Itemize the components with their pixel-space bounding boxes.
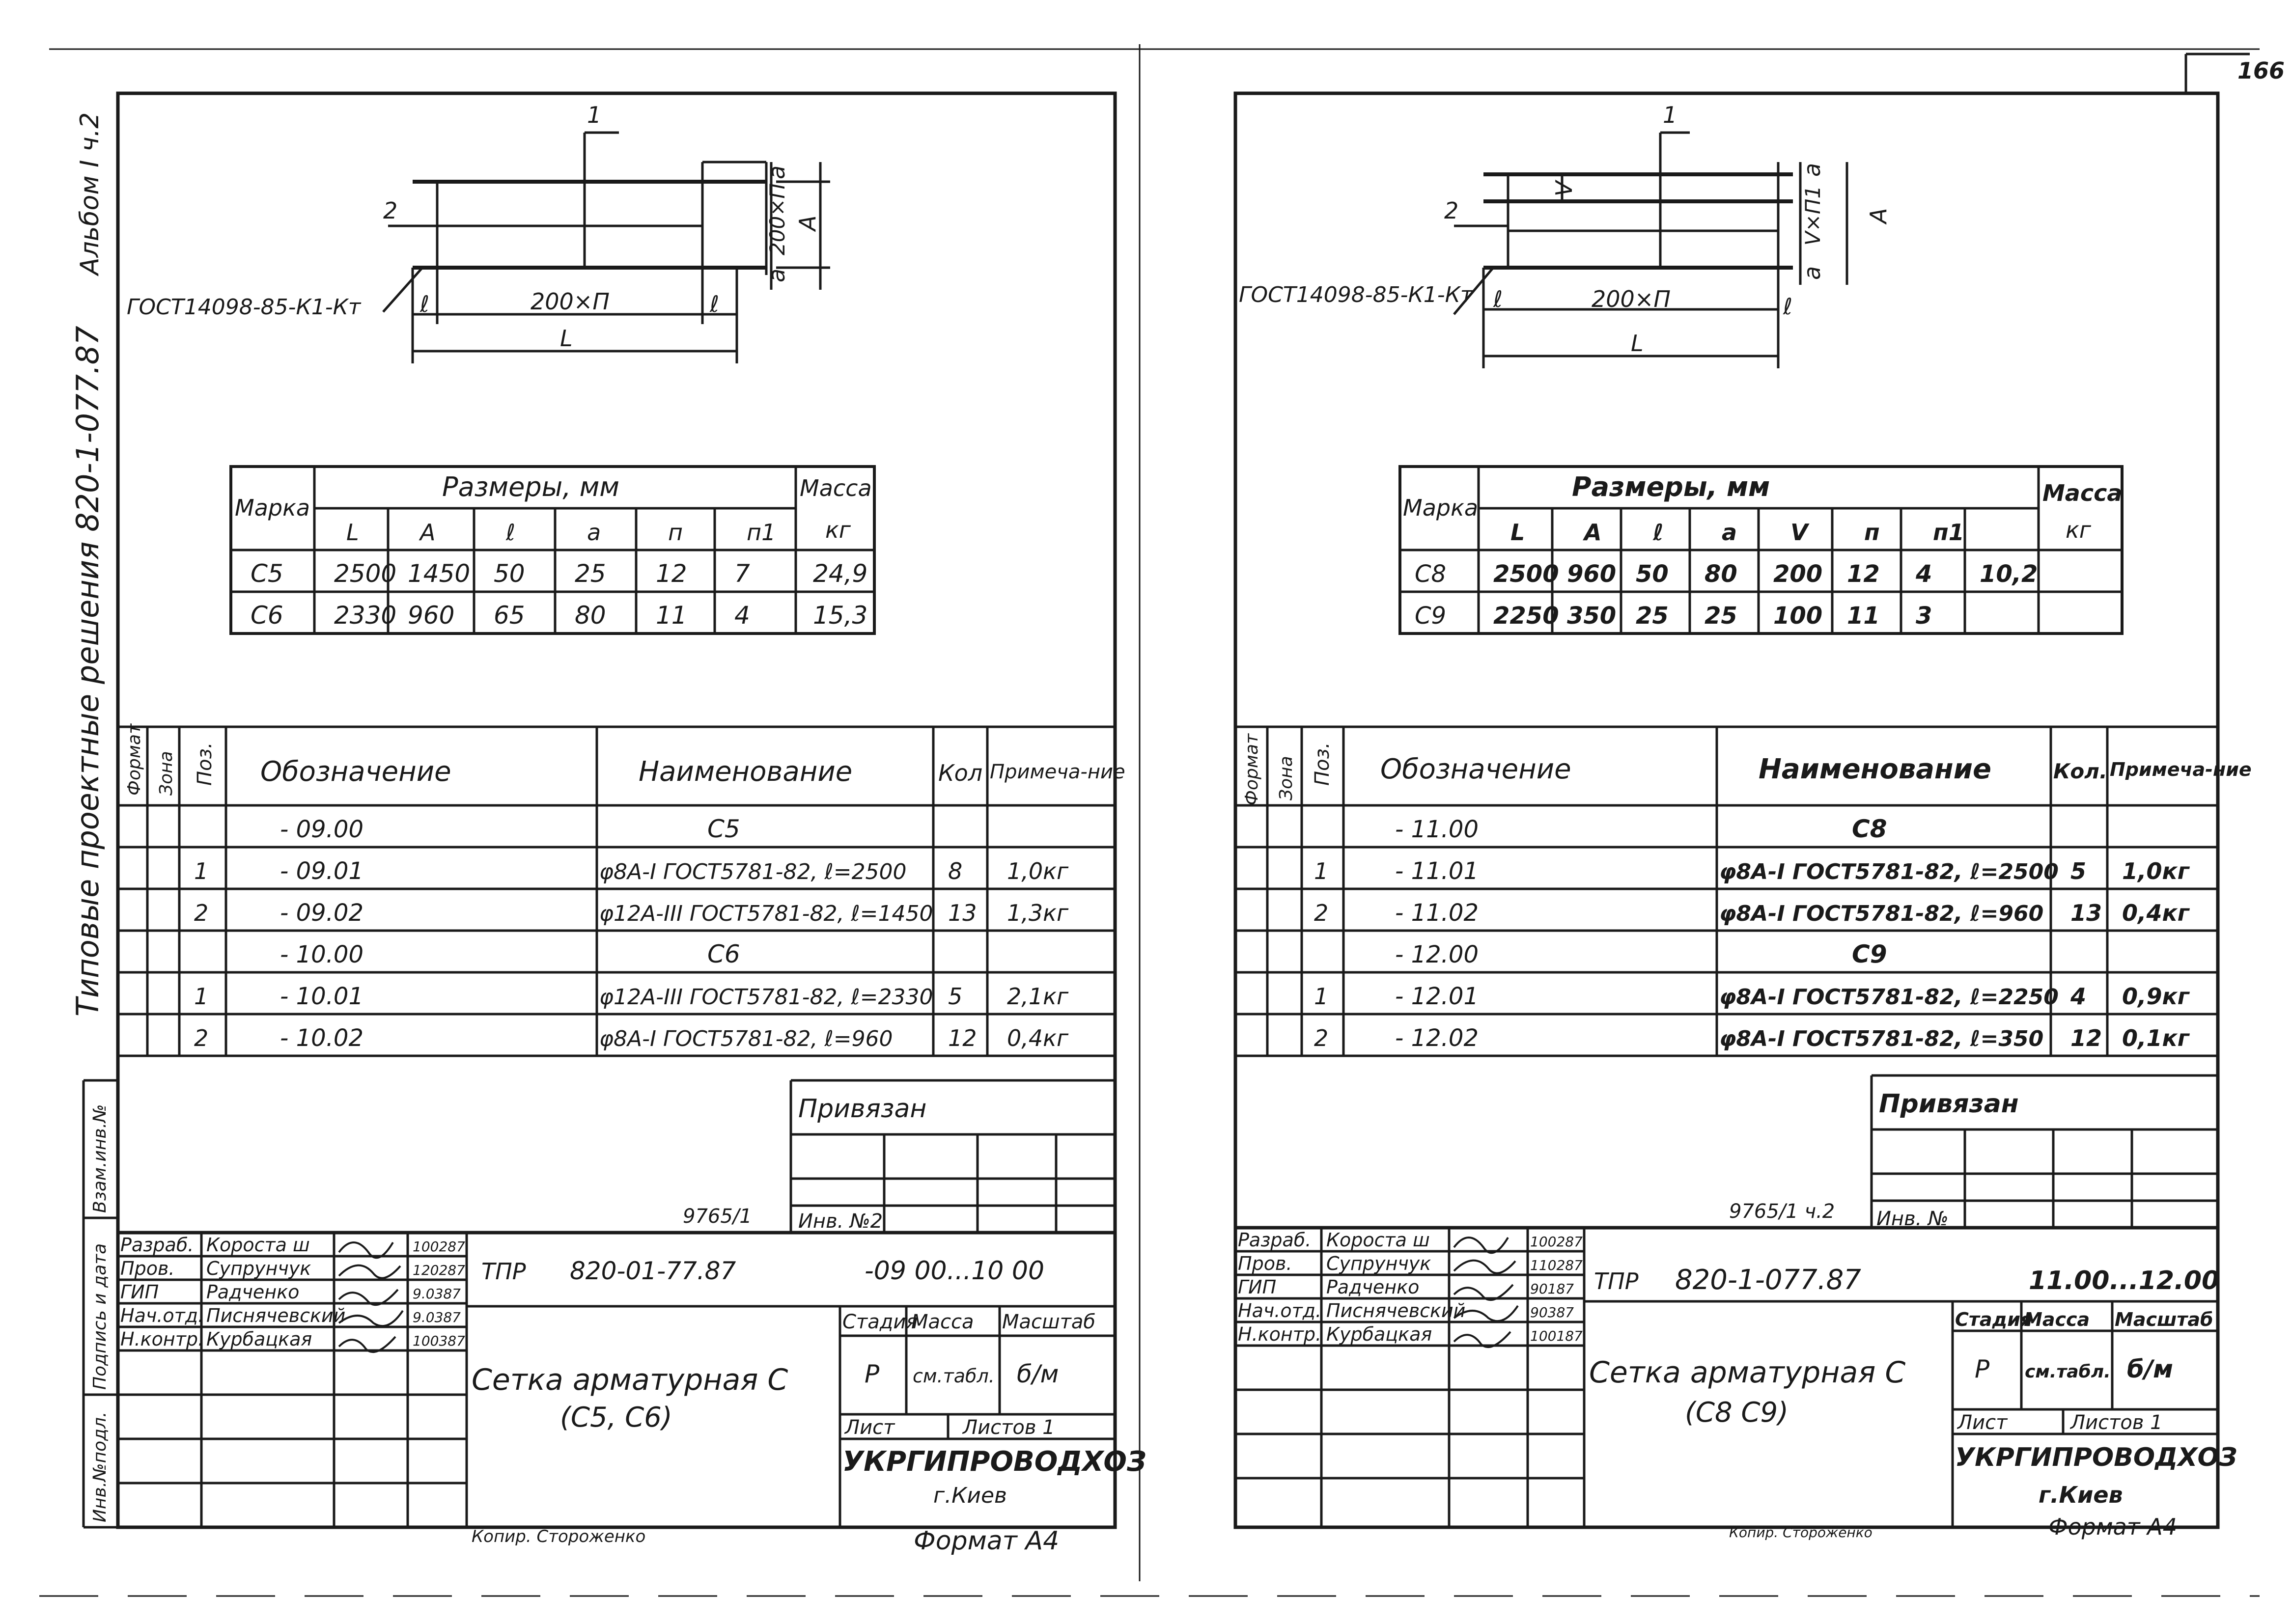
stamp-title-2-r: (С8 С9) xyxy=(1685,1397,1789,1429)
table-subheader-r: a xyxy=(1722,519,1737,546)
table-header-mark: Марка xyxy=(235,495,310,521)
signatures-right xyxy=(1454,1238,1518,1347)
stamp-name: Короста ш xyxy=(1326,1229,1430,1251)
table-header-sizes-r: Размеры, мм xyxy=(1572,471,1770,502)
table-cell-r: 25 xyxy=(1705,602,1737,630)
table-header-mass-unit-r: кг xyxy=(2066,517,2091,543)
dim-a-top-r: a xyxy=(1799,163,1825,177)
spec-designation: - 10.01 xyxy=(280,983,363,1010)
stamp-name: Короста ш xyxy=(206,1234,310,1256)
spec-qty: 4 xyxy=(2070,983,2087,1010)
table-subheader-r: L xyxy=(1510,519,1525,546)
table-header-mass-unit: кг xyxy=(825,517,851,543)
spec-header-zone-r: Зона xyxy=(1276,756,1296,800)
stamp-title-1: Сетка арматурная С xyxy=(472,1363,788,1397)
sheet-number: 166 xyxy=(2237,57,2285,84)
dim-v-r: V xyxy=(1551,181,1577,196)
spec-name: С6 xyxy=(707,940,740,968)
spec-pos: 1 xyxy=(1314,983,1329,1010)
stamp-name: Радченко xyxy=(206,1281,300,1303)
stamp-city-r: г.Киев xyxy=(2039,1482,2123,1508)
table-cell-r: 11 xyxy=(1847,602,1880,630)
dim-200n: 200×П xyxy=(531,288,610,315)
spec-pos: 1 xyxy=(194,983,209,1010)
stamp-org: УКРГИПРОВОДХОЗ xyxy=(842,1446,1146,1478)
stamp-role: Пров. xyxy=(1238,1253,1292,1274)
pos-1-label-r: 1 xyxy=(1663,102,1677,128)
format-label-r: Формат А4 xyxy=(2048,1514,2177,1540)
stamp-date: 90187 xyxy=(1530,1281,1574,1297)
gost-weld-label: ГОСТ14098-85-К1-Кт xyxy=(127,295,361,320)
table-cell: 15,3 xyxy=(813,601,868,630)
side-label-inv: Инв.№подл. xyxy=(90,1411,110,1522)
stamp-name: Радченко xyxy=(1326,1276,1420,1298)
dim-a-bottom: a xyxy=(763,268,790,282)
pos-2-label-r: 2 xyxy=(1444,197,1459,224)
stamp-sheets: Листов 1 xyxy=(963,1416,1055,1439)
gost-weld-label-r: ГОСТ14098-85-К1-Кт xyxy=(1239,282,1473,307)
spec-designation: - 12.00 xyxy=(1395,941,1479,968)
table-cell-r: 350 xyxy=(1567,602,1617,630)
table-header-mass: Масса xyxy=(800,475,872,501)
spec-pos: 1 xyxy=(1314,858,1329,884)
table-subheader: п1 xyxy=(747,519,776,546)
stamp-role: Нач.отд. xyxy=(1238,1300,1322,1321)
spec-pos: 2 xyxy=(1314,1025,1329,1051)
spec-header-format-r: Формат xyxy=(1242,733,1262,805)
stamp-date: 9.0387 xyxy=(413,1309,461,1325)
spec-pos: 1 xyxy=(194,858,209,884)
order-number: 9765/1 xyxy=(683,1205,752,1228)
table-subheader: A xyxy=(420,519,436,546)
table-cell-r: 25 xyxy=(1636,602,1669,630)
spec-note: 2,1кг xyxy=(1007,983,1069,1010)
table-cell-mark-r: С8 xyxy=(1415,560,1447,588)
dim-200n-vertical: 200×П xyxy=(765,183,789,255)
spec-qty: 12 xyxy=(2070,1025,2102,1051)
stamp-date: 100287 xyxy=(1530,1234,1583,1250)
spec-designation: - 11.02 xyxy=(1395,899,1479,927)
stamp-title-2: (С5, С6) xyxy=(560,1402,672,1433)
stamp-header-stage-r: Стадия xyxy=(1955,1309,2033,1330)
stamp-role: Разраб. xyxy=(1238,1229,1312,1251)
stamp-code-r: 820-1-077.87 xyxy=(1675,1264,1861,1296)
spec-name: φ12А-III ГОСТ5781-82, ℓ=1450 xyxy=(599,901,933,926)
privyazan-label: Привязан xyxy=(798,1094,927,1124)
spec-designation: - 10.02 xyxy=(280,1024,363,1052)
table-cell-r: 10,2 xyxy=(1980,560,2038,588)
dim-L: L xyxy=(560,325,573,352)
stamp-org-r: УКРГИПРОВОДХОЗ xyxy=(1955,1443,2237,1472)
spec-note: 0,1кг xyxy=(2122,1025,2189,1051)
dim-a-bottom-r: a xyxy=(1799,266,1825,280)
table-subheader-r: V xyxy=(1790,519,1808,546)
dim-l-left-r: ℓ xyxy=(1493,286,1503,312)
side-label-sign: Подпись и дата xyxy=(90,1243,110,1390)
spec-header-name: Наименование xyxy=(639,756,853,788)
table-cell-r: 2500 xyxy=(1493,560,1559,588)
table-cell-r: 50 xyxy=(1636,560,1669,588)
spec-name: С5 xyxy=(707,815,740,843)
stamp-name: Супрунчук xyxy=(206,1258,311,1279)
copied-by: Копир. Стороженко xyxy=(472,1527,646,1546)
spec-note: 0,4кг xyxy=(2122,900,2189,926)
table-cell-r: 4 xyxy=(1916,560,1932,588)
side-label-replace: Взам.инв.№ xyxy=(90,1104,110,1213)
spec-qty: 5 xyxy=(2070,858,2087,884)
dim-vn-r: V×П1 xyxy=(1801,185,1825,246)
stamp-date: 100287 xyxy=(413,1239,465,1255)
series-title: Типовые проектные решения 820-1-077.87 xyxy=(70,326,106,1017)
stamp-stage-r: Р xyxy=(1975,1355,1990,1383)
table-cell-r: 2250 xyxy=(1493,602,1559,630)
stamp-role: Н.контр. xyxy=(120,1328,204,1350)
spec-pos: 2 xyxy=(194,900,209,926)
table-subheader: п xyxy=(668,519,683,546)
dim-A: A xyxy=(794,215,821,231)
stamp-sheet-r: Лист xyxy=(1957,1411,2008,1434)
order-number-r: 9765/1 ч.2 xyxy=(1729,1200,1835,1223)
spec-header-format: Формат xyxy=(124,723,144,796)
table-cell-r: 3 xyxy=(1916,602,1932,630)
stamp-mass: см.табл. xyxy=(913,1365,995,1387)
inv-no-label: Инв. №2 xyxy=(798,1210,883,1233)
stamp-stage: Р xyxy=(865,1360,880,1388)
spec-header-note-r: Примеча-ние xyxy=(2110,759,2252,780)
dim-l-left: ℓ xyxy=(420,291,430,317)
table-cell-mark: С6 xyxy=(251,601,283,630)
spec-note: 1,0кг xyxy=(2122,858,2189,884)
table-cell: 11 xyxy=(656,601,687,630)
stamp-header-scale-r: Масштаб xyxy=(2115,1309,2213,1330)
table-cell-mark-r: С9 xyxy=(1415,602,1447,630)
stamp-date: 110287 xyxy=(1530,1257,1583,1273)
stamp-scale: б/м xyxy=(1017,1360,1059,1388)
table-cell: 12 xyxy=(656,559,687,588)
spec-name: φ8А-I ГОСТ5781-82, ℓ=2500 xyxy=(1719,859,2059,884)
table-cell: 1450 xyxy=(408,559,471,588)
stamp-name: Супрунчук xyxy=(1326,1253,1431,1274)
dim-200n-r: 200×П xyxy=(1592,286,1671,312)
table-header-mark-r: Марка xyxy=(1403,495,1479,521)
spec-designation: - 10.00 xyxy=(280,941,363,968)
spec-header-pos: Поз. xyxy=(194,742,216,786)
privyazan-label-r: Привязан xyxy=(1879,1089,2019,1119)
spec-qty: 8 xyxy=(948,858,963,884)
stamp-mass-r: см.табл. xyxy=(2025,1362,2111,1382)
spec-note: 1,3кг xyxy=(1007,900,1069,926)
table-subheader: a xyxy=(587,519,601,546)
spec-designation: - 09.02 xyxy=(280,899,363,927)
table-subheader-r: A xyxy=(1584,519,1602,546)
spec-header-qty: Кол xyxy=(938,760,983,786)
table-cell: 80 xyxy=(575,601,606,630)
spec-header-qty-r: Кол. xyxy=(2053,759,2107,783)
spec-name: φ8А-I ГОСТ5781-82, ℓ=960 xyxy=(1719,901,2044,926)
dim-a-top: a xyxy=(763,165,790,179)
pos-1-label: 1 xyxy=(587,102,602,128)
stamp-role: ГИП xyxy=(120,1281,159,1303)
inv-no-label-r: Инв. № xyxy=(1876,1208,1949,1230)
stamp-date: 100387 xyxy=(413,1333,465,1349)
table-cell: 65 xyxy=(494,601,525,630)
stamp-role: Нач.отд. xyxy=(120,1305,204,1326)
stamp-name: Писнячевский xyxy=(206,1305,346,1326)
stamp-role: Пров. xyxy=(120,1258,175,1279)
stamp-date: 90387 xyxy=(1530,1304,1574,1321)
stamp-range: -09 00...10 00 xyxy=(865,1256,1045,1286)
spec-name: φ8А-I ГОСТ5781-82, ℓ=350 xyxy=(1719,1026,2044,1051)
table-subheader-r: п1 xyxy=(1933,519,1964,546)
spec-designation: - 11.01 xyxy=(1395,857,1479,885)
spec-note: 1,0кг xyxy=(1007,858,1069,884)
spec-designation: - 12.02 xyxy=(1395,1024,1479,1052)
stamp-code: 820-01-77.87 xyxy=(570,1257,736,1285)
stamp-range-r: 11.00...12.00 xyxy=(2029,1266,2220,1295)
table-header-sizes: Размеры, мм xyxy=(442,471,620,502)
stamp-name: Писнячевский xyxy=(1326,1300,1466,1321)
stamp-city: г.Киев xyxy=(933,1483,1007,1508)
table-cell: 50 xyxy=(494,559,525,588)
spec-qty: 5 xyxy=(948,983,963,1010)
spec-name: φ12А-III ГОСТ5781-82, ℓ=2330 xyxy=(599,985,933,1010)
dim-L-r: L xyxy=(1631,330,1644,357)
table-cell-r: 12 xyxy=(1847,560,1880,588)
table-subheader-r: ℓ xyxy=(1653,519,1664,546)
spec-header-designation: Обозначение xyxy=(260,756,451,788)
pos-2-label: 2 xyxy=(383,197,398,224)
stamp-name: Курбацкая xyxy=(206,1328,312,1350)
spec-header-name-r: Наименование xyxy=(1759,753,1991,785)
table-cell: 2500 xyxy=(334,559,397,588)
spec-header-pos-r: Поз. xyxy=(1311,742,1334,786)
table-cell-r: 100 xyxy=(1773,602,1823,630)
table-subheader-r: п xyxy=(1864,519,1880,546)
stamp-header-mass-r: Масса xyxy=(2024,1309,2090,1330)
format-label: Формат А4 xyxy=(914,1526,1060,1556)
table-cell: 960 xyxy=(408,601,455,630)
spec-designation: - 09.01 xyxy=(280,857,363,885)
album-label: Альбом I ч.2 xyxy=(75,112,105,275)
stamp-name: Курбацкая xyxy=(1326,1323,1432,1345)
spec-name: С9 xyxy=(1852,940,1887,968)
table-subheader: L xyxy=(346,519,359,546)
table-cell: 7 xyxy=(734,559,750,588)
stamp-tpr: ТПР xyxy=(481,1258,526,1285)
table-cell: 4 xyxy=(734,601,750,630)
stamp-date: 100187 xyxy=(1530,1328,1583,1344)
copied-by-r: Копир. Стороженко xyxy=(1729,1524,1873,1541)
stamp-date: 9.0387 xyxy=(413,1286,461,1302)
spec-designation: - 09.00 xyxy=(280,816,363,843)
signatures-left xyxy=(339,1242,403,1352)
spec-note: 0,9кг xyxy=(2122,983,2189,1010)
spec-pos: 2 xyxy=(194,1025,209,1051)
table-cell-r: 960 xyxy=(1567,560,1617,588)
dim-l-right: ℓ xyxy=(710,291,720,317)
table-cell: 2330 xyxy=(334,601,397,630)
spec-qty: 13 xyxy=(2070,900,2102,926)
stamp-role: ГИП xyxy=(1238,1276,1277,1298)
dim-l-right-r: ℓ xyxy=(1783,293,1793,320)
spec-designation: - 11.00 xyxy=(1395,816,1479,843)
table-header-mass-r: Масса xyxy=(2042,480,2123,506)
table-cell-r: 80 xyxy=(1705,560,1737,588)
stamp-title-1-r: Сетка арматурная С xyxy=(1589,1355,1906,1390)
stamp-sheets-r: Листов 1 xyxy=(2070,1411,2163,1434)
stamp-role: Н.контр. xyxy=(1238,1323,1322,1345)
stamp-tpr-r: ТПР xyxy=(1594,1268,1639,1294)
spec-qty: 13 xyxy=(948,900,977,926)
spec-qty: 12 xyxy=(948,1025,977,1051)
spec-name: φ8А-I ГОСТ5781-82, ℓ=2500 xyxy=(599,859,907,884)
stamp-header-mass: Масса xyxy=(911,1311,974,1333)
spec-designation: - 12.01 xyxy=(1395,983,1479,1010)
stamp-header-stage: Стадия xyxy=(842,1311,918,1333)
table-cell-mark: С5 xyxy=(251,559,283,588)
table-cell: 25 xyxy=(575,559,606,588)
table-cell-r: 200 xyxy=(1773,560,1823,588)
spec-pos: 2 xyxy=(1314,900,1329,926)
stamp-scale-r: б/м xyxy=(2127,1355,2174,1383)
dim-A-r: A xyxy=(1865,208,1892,223)
stamp-header-scale: Масштаб xyxy=(1002,1311,1096,1333)
spec-header-note: Примеча-ние xyxy=(990,761,1125,783)
stamp-date: 120287 xyxy=(413,1262,465,1278)
stamp-role: Разраб. xyxy=(120,1234,194,1256)
stamp-sheet: Лист xyxy=(845,1416,895,1439)
spec-header-designation-r: Обозначение xyxy=(1380,753,1571,785)
spec-note: 0,4кг xyxy=(1007,1025,1069,1051)
spec-name: φ8А-I ГОСТ5781-82, ℓ=2250 xyxy=(1719,985,2059,1010)
spec-header-zone: Зона xyxy=(156,751,176,796)
spec-name: С8 xyxy=(1852,815,1887,843)
table-subheader: ℓ xyxy=(506,519,516,546)
spec-name: φ8А-I ГОСТ5781-82, ℓ=960 xyxy=(599,1026,893,1051)
table-cell: 24,9 xyxy=(813,559,868,588)
